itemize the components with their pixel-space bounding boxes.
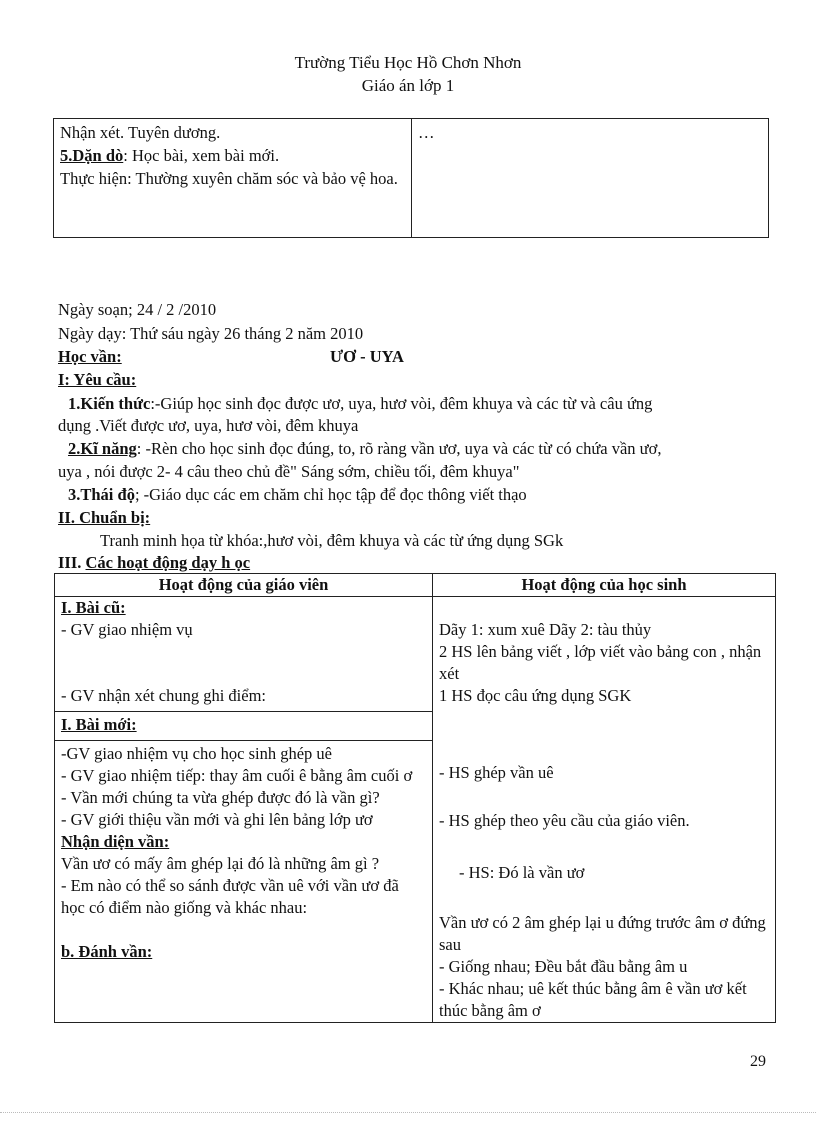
student-step-5: - HS ghép theo yêu cầu của giáo viên.	[439, 811, 690, 830]
ellipsis-text: …	[418, 123, 435, 142]
student-step-4: - HS ghép vần uê	[439, 763, 554, 782]
old-lesson-heading: I. Bài cũ:	[61, 598, 126, 617]
date-taught: Ngày dạy: Thứ sáu ngày 26 tháng 2 năm 2010	[58, 324, 364, 343]
student-step-1: Dãy 1: xum xuê Dãy 2: tàu thủy	[439, 620, 652, 639]
student-step-8: - Giống nhau; Đều bắt đầu bằng âm u	[439, 957, 688, 976]
teacher-activities-cell	[55, 597, 433, 1023]
document-subtitle: Giáo án lớp 1	[361, 76, 455, 95]
attitude-label: 3.Thái độ	[68, 485, 135, 504]
knowledge-line-2: dụng .Viết được ươ, uya, hươ vòi, đêm khuya	[58, 416, 359, 435]
student-step-7: Vần ươ có 2 âm ghép lại u đứng trước âm ơ đứng sau	[439, 913, 766, 954]
skill-line	[68, 439, 661, 459]
continuation-right-cell	[412, 119, 769, 238]
skill-line-2: uya , nói được 2- 4 câu theo chủ đề" Sáng sớm, chiều tối, đêm khuya"	[58, 462, 520, 481]
recognize-heading: Nhận diện vần:	[61, 832, 170, 851]
teacher-step-7: Vần ươ có mấy âm ghép lại đó là những âm gì ?	[61, 854, 380, 873]
activities-heading-text: Các hoạt động dạy h ọc	[85, 553, 251, 572]
student-step-9: - Khác nhau; uê kết thúc bằng âm ê vần ươ kết thúc bằng âm ơ	[439, 979, 747, 1020]
continuation-table	[53, 118, 769, 238]
teacher-step-8: - Em nào có thể so sánh được vần uê với vần ươ đã học có điểm nào giống và khác nhau:	[61, 876, 399, 917]
date-prepared: Ngày soạn; 24 / 2 /2010	[58, 300, 217, 319]
subject-label-text: Học vần:	[58, 347, 122, 366]
teacher-step-4: - GV giao nhiệm tiếp: thay âm cuối ê bằng âm cuối ơ	[61, 766, 413, 785]
skill-text: : -Rèn cho học sinh đọc đúng, to, rõ ràng vần ươ, uya và các từ có chứa vần ươ,	[136, 439, 662, 458]
lesson-title: ƯƠ - UYA	[330, 347, 404, 366]
attitude-text: ; -Giáo dục các em chăm chỉ học tập để đọc thông viết thạo	[134, 485, 527, 504]
knowledge-line	[68, 394, 652, 414]
homework-label: 5.Dặn dò	[60, 146, 124, 165]
knowledge-text: :-Giúp học sinh đọc được ươ, uya, hươ vòi, đêm khuya và các từ và câu ứng	[150, 394, 653, 413]
homework-line	[60, 144, 405, 167]
teacher-step-3: -GV giao nhiệm vụ cho học sinh ghép uê	[55, 740, 432, 765]
practice-line: Thực hiện: Thường xuyên chăm sóc và bảo vệ hoa.	[60, 169, 398, 188]
page-bottom-divider	[0, 1112, 816, 1113]
spell-heading: b. Đánh vần:	[61, 942, 153, 961]
requirements-heading: I: Yêu cầu:	[58, 370, 137, 389]
new-lesson-heading: I. Bài mới:	[55, 711, 432, 736]
student-step-2: 2 HS lên bảng viết , lớp viết vào bảng con , nhận xét	[439, 642, 762, 683]
homework-text: : Học bài, xem bài mới.	[123, 146, 280, 165]
teacher-step-5: - Vần mới chúng ta vừa ghép được đó là vần gì?	[61, 788, 380, 807]
student-step-6: - HS: Đó là vần ươ	[459, 863, 585, 882]
teacher-column-header: Hoạt động của giáo viên	[55, 574, 433, 597]
teacher-step-2: - GV nhận xét chung ghi điểm:	[61, 686, 266, 705]
activities-prefix: III.	[58, 553, 86, 572]
teacher-step-1: - GV giao nhiệm vụ	[61, 620, 193, 639]
attitude-line	[68, 485, 527, 505]
preparation-text: Tranh minh họa từ khóa:,hươ vòi, đêm khuya và các từ ứng dụng SGk	[100, 531, 564, 550]
continuation-left-cell	[54, 119, 412, 238]
page-number: 29	[750, 1053, 766, 1070]
subject-label	[58, 347, 122, 367]
preparation-heading: II. Chuẩn bị:	[58, 508, 151, 527]
student-step-3: 1 HS đọc câu ứng dụng SGK	[439, 686, 632, 705]
activities-table	[54, 573, 776, 1023]
knowledge-label: 1.Kiến thức	[68, 394, 151, 413]
review-line: Nhận xét. Tuyên dương.	[60, 123, 221, 142]
teacher-step-6: - GV giới thiệu vần mới và ghi lên bảng lớp ươ	[61, 810, 373, 829]
activities-heading	[58, 553, 250, 573]
student-column-header: Hoạt động của học sinh	[433, 574, 776, 597]
skill-label: 2.Kĩ năng	[68, 439, 137, 458]
school-name: Trường Tiểu Học Hồ Chơn Nhơn	[294, 53, 522, 72]
student-activities-cell	[433, 597, 776, 1023]
